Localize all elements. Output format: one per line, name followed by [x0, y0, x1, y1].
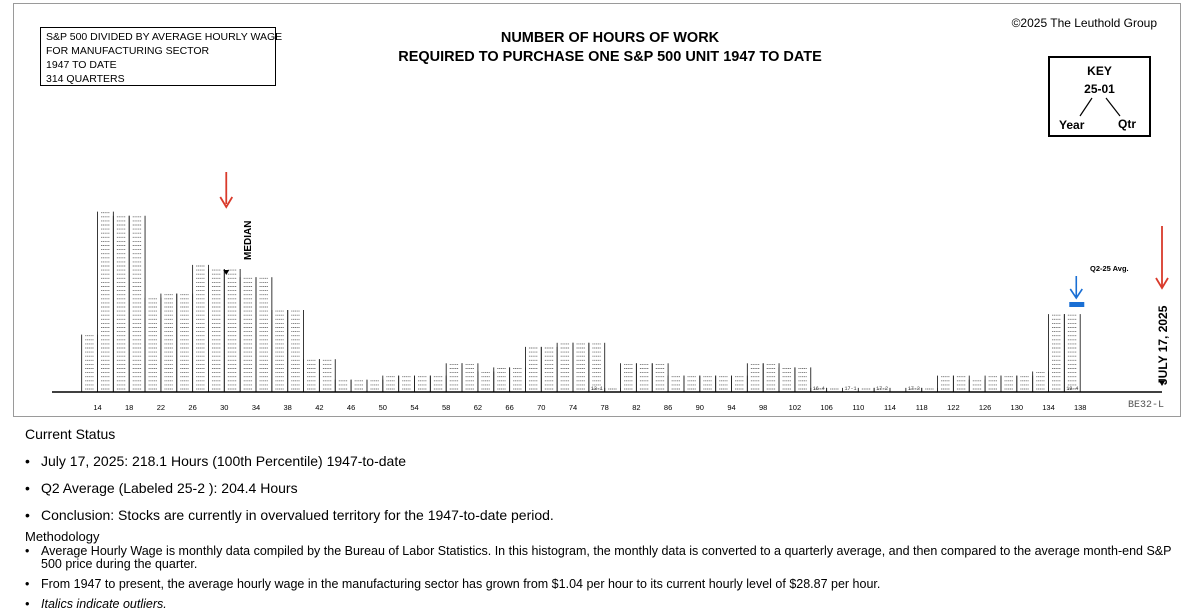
x-tick-label: 94: [727, 403, 736, 412]
histogram-bar: [652, 363, 668, 392]
x-tick-label: 66: [505, 403, 514, 412]
x-tick-label: 54: [410, 403, 419, 412]
info-line: 314 QUARTERS: [46, 73, 125, 85]
histogram-bar: [399, 376, 415, 392]
histogram-bar: [621, 363, 637, 392]
bar-data-label: 17-1: [844, 386, 857, 392]
histogram-bar: [335, 380, 351, 392]
x-tick-label: 74: [568, 403, 578, 412]
methodology-item: • Average Hourly Wage is monthly data compiled by the Bureau of Labor Statistics. In this histogram, the monthly data is converted to a quarterly average, and then compared to the average month-end S&P 500 price during the quarter.: [25, 545, 1175, 571]
x-tick-label: 82: [632, 403, 641, 412]
histogram-bar: [98, 212, 114, 392]
histogram-bar: [510, 367, 526, 392]
histogram-bar: [193, 265, 209, 392]
histogram-bar: [636, 363, 652, 392]
histogram-bar: [541, 347, 557, 392]
bar-data-label: 16-4: [812, 386, 825, 392]
x-tick-label: 98: [759, 403, 768, 412]
x-tick-label: 134: [1042, 403, 1055, 412]
x-tick-label: 86: [663, 403, 673, 412]
histogram-bar: [525, 347, 541, 392]
notes-section: [25, 426, 1175, 611]
histogram-bar: [430, 376, 446, 392]
x-tick-label: 30: [220, 403, 229, 412]
histogram-bar: [367, 380, 383, 392]
status-item: • Conclusion: Stocks are currently in overvalued territory for the 1947-to-date period.: [25, 507, 1175, 523]
histogram-bar: [684, 376, 700, 392]
status-item: • Q2 Average (Labeled 25-2 ): 204.4 Hours: [25, 480, 1175, 496]
q2-avg-label: Q2-25 Avg.: [1090, 264, 1129, 273]
x-tick-label: 118: [915, 403, 928, 412]
methodology-item: • Italics indicate outliers.: [25, 598, 1175, 611]
x-tick-label: 90: [695, 403, 704, 412]
info-line: S&P 500 DIVIDED BY AVERAGE HOURLY WAGE: [46, 31, 283, 43]
bar-data-label: 17-3: [907, 386, 920, 392]
histogram-bar: [969, 380, 985, 392]
x-tick-label: 126: [978, 403, 992, 412]
x-tick-label: 122: [947, 403, 960, 412]
x-tick-label: 78: [600, 403, 609, 412]
histogram-bar: [415, 376, 431, 392]
histogram-bar: [795, 367, 811, 392]
median-label: MEDIAN: [243, 220, 254, 260]
histogram-bar: [589, 343, 605, 392]
histogram-bar: [383, 376, 399, 392]
histogram-bar: [240, 277, 256, 392]
key-year-label: Year: [1059, 118, 1085, 132]
x-tick-label: 42: [315, 403, 324, 412]
histogram-bar: [1033, 372, 1049, 393]
chart-title: NUMBER OF HOURS OF WORK: [500, 30, 720, 46]
x-tick-label: 138: [1073, 403, 1087, 412]
histogram-bar: [938, 376, 954, 392]
histogram-bar: [1064, 314, 1080, 392]
histogram-bar: [716, 376, 732, 392]
status-item: • July 17, 2025: 218.1 Hours (100th Percentile) 1947-to-date: [25, 453, 1175, 469]
current-status-heading: Current Status: [25, 426, 116, 442]
histogram-bar: [1017, 376, 1033, 392]
chart-code: BE32-L: [1128, 400, 1165, 411]
x-tick-label: 34: [251, 403, 261, 412]
x-tick-label: 110: [852, 403, 865, 412]
chart-info-box: [40, 27, 283, 86]
histogram-bar: [763, 363, 779, 392]
x-tick-label: 38: [283, 403, 292, 412]
histogram-bar: [1049, 314, 1065, 392]
x-tick-label: 70: [537, 403, 546, 412]
x-tick-label: 46: [346, 403, 356, 412]
histogram-bar: [462, 363, 478, 392]
chart-subtitle: REQUIRED TO PURCHASE ONE S&P 500 UNIT 1947 TO DATE: [398, 49, 822, 65]
histogram-bar: [208, 269, 224, 392]
key-code: 25-01: [1084, 82, 1115, 96]
x-tick-label: 102: [788, 403, 802, 412]
histogram-bar: [351, 380, 367, 392]
x-tick-label: 22: [156, 403, 166, 412]
histogram-bar: [985, 376, 1001, 392]
x-tick-label: 130: [1010, 403, 1024, 412]
histogram-bar: [446, 363, 462, 392]
histogram-bar: [494, 367, 510, 392]
key-qtr-label: Qtr: [1118, 117, 1136, 131]
x-tick-label: 18: [125, 403, 134, 412]
histogram-bar: [304, 359, 320, 392]
histogram-bar: [145, 298, 161, 392]
info-line: 1947 TO DATE: [46, 59, 117, 71]
histogram-bar: [161, 294, 177, 392]
histogram-bar: [288, 310, 304, 392]
x-tick-label: 26: [188, 403, 197, 412]
bar-data-label: 19-4: [1066, 386, 1079, 392]
histogram-bar: [129, 216, 145, 392]
methodology-heading: Methodology: [25, 529, 100, 544]
histogram-bar: [557, 343, 573, 392]
x-tick-label: 114: [884, 403, 896, 412]
histogram-bar: [573, 343, 589, 392]
x-tick-label: 62: [473, 403, 483, 412]
x-tick-label: 106: [820, 403, 833, 412]
histogram-bar: [82, 335, 98, 392]
copyright-text: ©2025 The Leuthold Group: [1011, 16, 1157, 30]
histogram-bar: [256, 277, 272, 392]
histogram-bar: [1001, 376, 1017, 392]
info-line: FOR MANUFACTURING SECTOR: [46, 45, 210, 57]
histogram-bar: [319, 359, 335, 392]
histogram-bar: [747, 363, 763, 392]
bar-data-label: 17-2: [876, 386, 889, 392]
histogram-bar: [700, 376, 716, 392]
histogram-bar: [779, 367, 795, 392]
histogram-bar: [668, 376, 684, 392]
key-legend: [1048, 56, 1151, 137]
current-date-label: JULY 17, 2025: [1156, 305, 1170, 385]
histogram-bar: [177, 294, 193, 392]
histogram-bar: [224, 269, 240, 392]
histogram-bar: [478, 372, 494, 393]
histogram-bar: [953, 376, 969, 392]
histogram-bar: [272, 310, 288, 392]
x-tick-label: 58: [442, 403, 451, 412]
x-tick-label: 50: [378, 403, 387, 412]
q2-highlight-box: [1069, 302, 1084, 307]
x-tick-label: 14: [93, 403, 102, 412]
histogram-bar: [113, 216, 129, 392]
key-title: KEY: [1087, 64, 1112, 78]
histogram-bar: [732, 376, 748, 392]
bar-data-label: 13-1: [590, 386, 603, 392]
methodology-item: • From 1947 to present, the average hourly wage in the manufacturing sector has grown from $1.04 per hour to its current hourly level of $28.87 per hour.: [25, 578, 1175, 591]
